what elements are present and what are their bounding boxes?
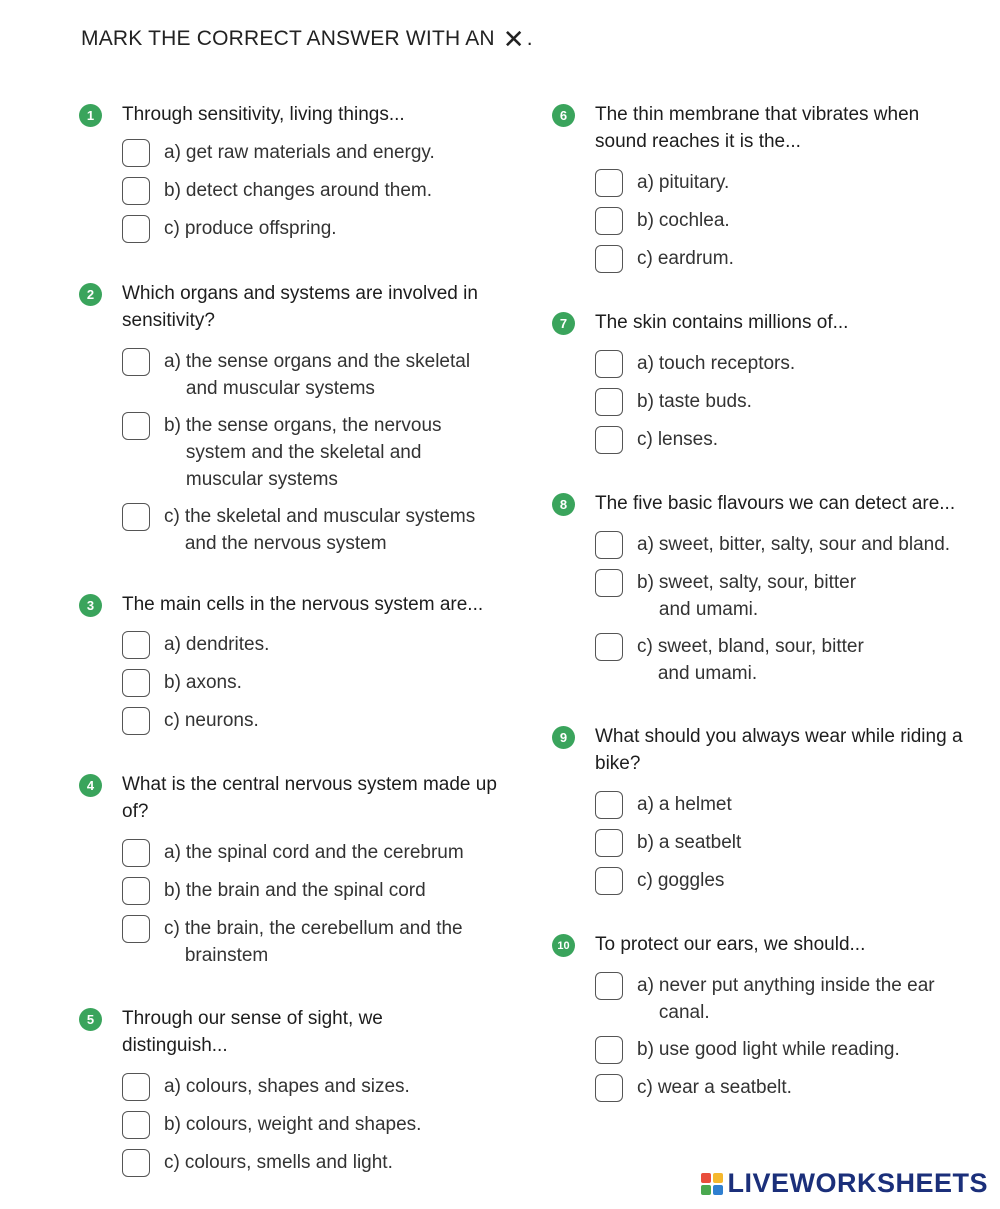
answer-checkbox[interactable] [122,1149,150,1177]
option-letter: c) [164,506,180,527]
question-number-badge: 3 [79,594,102,617]
option-letter: b) [637,572,654,593]
option-letter: c) [637,1077,653,1098]
answer-options [122,1073,519,1177]
option-letter: b) [637,832,654,853]
option-letter: b) [164,1114,181,1135]
question-text: To protect our ears, we should... [595,934,866,955]
answer-checkbox[interactable] [122,215,150,243]
option-text: colours, smells and light. [184,1152,393,1173]
answer-checkbox[interactable] [122,503,150,531]
answer-checkbox[interactable] [595,791,623,819]
answer-option-c [122,215,519,243]
option-text: sweet, salty, sour, bitter and umami. [658,572,857,620]
answer-option-c [595,1074,992,1102]
option-text: colours, weight and shapes. [185,1114,422,1135]
option-text: the sense organs, the nervous system and the skeletal and muscular systems [185,415,442,490]
logo-square-yellow [713,1173,723,1183]
answer-option-a [595,791,992,819]
question-number-badge: 1 [79,104,102,127]
option-text: pituitary. [658,172,730,193]
answer-checkbox[interactable] [122,631,150,659]
answer-option-a [595,169,992,197]
answer-checkbox[interactable] [595,867,623,895]
option-letter: c) [164,218,180,239]
option-text: the brain, the cerebellum and the brainstem [184,918,463,966]
option-text: sweet, bland, sour, bitter and umami. [657,636,864,684]
answer-checkbox[interactable] [595,169,623,197]
option-text: axons. [185,672,242,693]
answer-option-b [122,1111,519,1139]
answer-options [122,839,519,969]
answer-option-a [122,348,519,402]
instruction-heading [81,26,533,52]
option-letter: b) [637,210,654,231]
question-8 [552,490,992,687]
answer-option-a [122,139,519,167]
option-letter: c) [637,870,653,891]
answer-option-c [595,426,992,454]
answer-option-a [122,1073,519,1101]
answer-checkbox[interactable] [595,829,623,857]
answer-option-a [122,631,519,659]
answer-checkbox[interactable] [122,1111,150,1139]
option-text: eardrum. [657,248,734,269]
option-text: a seatbelt [658,832,742,853]
answer-option-c [122,1149,519,1177]
answer-checkbox[interactable] [122,669,150,697]
brand-name: LIVEWORKSHEETS [727,1168,988,1198]
answer-option-c [595,245,992,273]
answer-checkbox[interactable] [595,633,623,661]
option-text: produce offspring. [184,218,337,239]
question-number-badge: 4 [79,774,102,797]
question-4 [79,771,519,969]
question-text: Through our sense of sight, we distinguish... [122,1008,383,1056]
question-number-badge: 9 [552,726,575,749]
answer-option-b [122,877,519,905]
question-2 [79,280,519,557]
answer-options [595,531,992,687]
answer-checkbox[interactable] [122,707,150,735]
option-text: get raw materials and energy. [185,142,435,163]
answer-option-b [595,1036,992,1064]
answer-options [122,631,519,735]
answer-checkbox[interactable] [122,877,150,905]
option-letter: b) [637,1039,654,1060]
logo-square-blue [713,1185,723,1195]
answer-checkbox[interactable] [595,1074,623,1102]
answer-checkbox[interactable] [595,531,623,559]
option-letter: a) [164,842,181,863]
answer-options [122,139,519,243]
question-9 [552,723,992,895]
answer-options [122,348,519,557]
question-number-badge: 6 [552,104,575,127]
answer-option-b [595,207,992,235]
question-text: Which organs and systems are involved in sensitivity? [122,283,478,331]
answer-option-b [122,412,519,493]
option-letter: a) [637,353,654,374]
option-letter: a) [164,142,181,163]
liveworksheets-logo[interactable] [701,1168,988,1199]
answer-checkbox[interactable] [122,1073,150,1101]
answer-options [595,972,992,1102]
answer-checkbox[interactable] [595,1036,623,1064]
question-3 [79,591,519,735]
answer-checkbox[interactable] [122,915,150,943]
cross-mark-icon: ✕ [502,24,525,54]
answer-option-c [122,915,519,969]
option-letter: a) [164,1076,181,1097]
question-number-badge: 7 [552,312,575,335]
answer-option-b [595,569,992,623]
question-number-badge: 8 [552,493,575,516]
answer-option-a [595,972,992,1026]
option-text: wear a seatbelt. [657,1077,792,1098]
option-letter: a) [164,634,181,655]
answer-checkbox[interactable] [595,245,623,273]
option-letter: a) [637,534,654,555]
option-text: the sense organs and the skeletal and muscular systems [185,351,471,399]
answer-option-a [595,350,992,378]
option-text: neurons. [184,710,259,731]
answer-checkbox[interactable] [595,388,623,416]
option-letter: c) [164,918,180,939]
option-text: use good light while reading. [658,1039,900,1060]
question-number-badge: 5 [79,1008,102,1031]
option-text: colours, shapes and sizes. [185,1076,410,1097]
answer-options [595,791,992,895]
answer-checkbox[interactable] [595,972,623,1000]
option-text: sweet, bitter, salty, sour and bland. [658,534,951,555]
answer-checkbox[interactable] [122,348,150,376]
answer-checkbox[interactable] [595,207,623,235]
answer-option-b [122,669,519,697]
option-text: cochlea. [658,210,730,231]
option-text: lenses. [657,429,719,450]
instruction-period: . [526,27,533,50]
answer-option-c [595,633,992,687]
option-text: dendrites. [185,634,270,655]
option-letter: a) [637,172,654,193]
option-letter: c) [637,248,653,269]
question-text: The skin contains millions of... [595,312,849,333]
option-letter: a) [164,351,181,372]
logo-square-red [701,1173,711,1183]
option-letter: c) [637,429,653,450]
answer-option-c [595,867,992,895]
question-text: Through sensitivity, living things... [122,104,405,125]
option-letter: b) [637,391,654,412]
option-text: a helmet [658,794,732,815]
question-number-badge: 2 [79,283,102,306]
option-letter: a) [637,794,654,815]
question-7 [552,309,992,454]
answer-option-b [595,388,992,416]
question-text: What should you always wear while riding a bike? [595,726,963,774]
answer-checkbox[interactable] [122,139,150,167]
instruction-text: MARK THE CORRECT ANSWER WITH AN [81,27,495,50]
option-letter: b) [164,180,181,201]
liveworksheets-logo-icon [701,1173,723,1195]
option-text: the spinal cord and the cerebrum [185,842,464,863]
option-letter: b) [164,880,181,901]
option-letter: c) [164,710,180,731]
question-number-badge: 10 [552,934,575,957]
question-text: What is the central nervous system made up of? [122,774,497,822]
answer-checkbox[interactable] [595,350,623,378]
answer-checkbox[interactable] [122,839,150,867]
option-text: detect changes around them. [185,180,433,201]
logo-square-green [701,1185,711,1195]
answer-option-a [595,531,992,559]
answer-option-b [595,829,992,857]
answer-option-c [122,707,519,735]
option-letter: c) [637,636,653,657]
answer-checkbox[interactable] [595,426,623,454]
answer-option-a [122,839,519,867]
question-5 [79,1005,519,1177]
option-text: taste buds. [658,391,752,412]
option-text: the brain and the spinal cord [185,880,426,901]
question-1 [79,101,519,243]
answer-option-b [122,177,519,205]
question-text: The five basic flavours we can detect are... [595,493,956,514]
option-letter: b) [164,672,181,693]
question-text: The thin membrane that vibrates when sound reaches it is the... [595,104,920,152]
answer-checkbox[interactable] [595,569,623,597]
answer-options [595,169,992,273]
answer-checkbox[interactable] [122,412,150,440]
questions-right-column [552,101,992,1107]
questions-left-column [79,101,519,1182]
question-text: The main cells in the nervous system are... [122,594,484,615]
option-text: never put anything inside the ear canal. [658,975,935,1023]
answer-option-c [122,503,519,557]
option-text: goggles [657,870,725,891]
answer-options [595,350,992,454]
option-letter: b) [164,415,181,436]
option-text: touch receptors. [658,353,796,374]
option-letter: a) [637,975,654,996]
question-6 [552,101,992,273]
question-10 [552,931,992,1102]
answer-checkbox[interactable] [122,177,150,205]
option-text: the skeletal and muscular systems and the nervous system [184,506,476,554]
option-letter: c) [164,1152,180,1173]
